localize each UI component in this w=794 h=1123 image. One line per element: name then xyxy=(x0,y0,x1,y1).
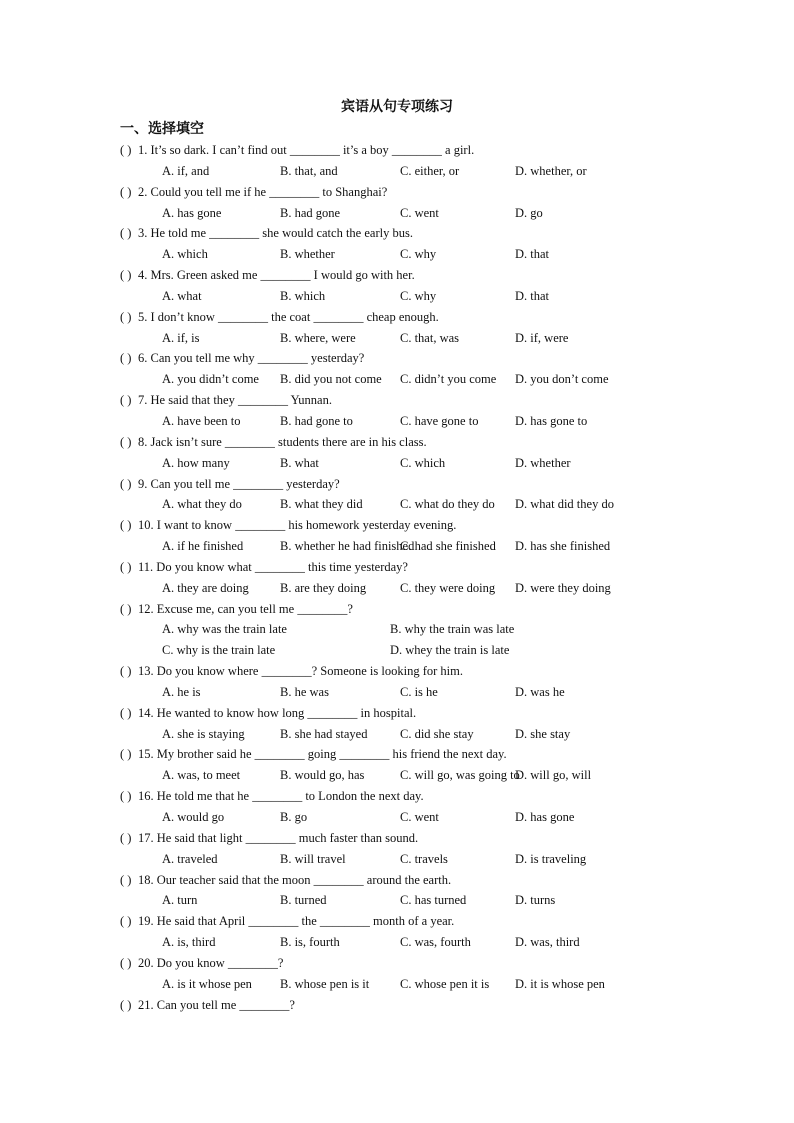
option-row xyxy=(0,369,794,390)
option-choice: A. she is staying xyxy=(162,726,245,741)
answer-blank: ( ) xyxy=(120,830,132,845)
answer-blank: ( ) xyxy=(120,226,132,241)
question-item xyxy=(0,265,794,286)
answer-blank: ( ) xyxy=(120,601,132,616)
option-choice: B. where, were xyxy=(280,330,356,345)
option-choice: A. you didn’t come xyxy=(162,372,259,387)
question-list xyxy=(0,140,794,1015)
question-text: 20. Do you know ________? xyxy=(138,955,284,970)
option-choice: D. has gone xyxy=(515,810,575,824)
question-text: 4. Mrs. Green asked me ________ I would go with her. xyxy=(138,268,415,283)
option-choice: B. whether he had finished xyxy=(280,539,415,554)
option-choice: B. what they did xyxy=(280,497,363,512)
option-choice: B. are they doing xyxy=(280,580,367,595)
option-choice: D. you don’t come xyxy=(515,372,609,387)
option-row xyxy=(0,328,794,349)
option-choice: D. that xyxy=(515,288,550,303)
option-choice: B. would go, has xyxy=(280,768,365,783)
option-row xyxy=(0,411,794,432)
option-row xyxy=(0,161,794,182)
option-choice: B. did you not come xyxy=(280,372,382,387)
option-choice: C. that, was xyxy=(400,330,460,345)
page-title: 宾语从句专项练习 xyxy=(341,99,453,115)
answer-blank: ( ) xyxy=(120,747,132,762)
answer-blank: ( ) xyxy=(120,476,132,491)
option-row xyxy=(0,578,794,599)
option-choice: A. how many xyxy=(162,455,230,470)
answer-blank: ( ) xyxy=(120,914,132,929)
option-choice: A. what they do xyxy=(162,497,242,512)
question-item xyxy=(0,474,794,495)
question-item xyxy=(0,140,794,161)
option-choice: A. if, is xyxy=(162,330,200,345)
option-choice: C. have gone to xyxy=(400,413,479,428)
option-row xyxy=(0,536,794,557)
question-item xyxy=(0,390,794,411)
question-text: 8. Jack isn’t sure ________ students there are in his class. xyxy=(138,434,427,449)
answer-blank: ( ) xyxy=(120,559,132,574)
option-row xyxy=(0,974,794,995)
option-row xyxy=(0,619,794,640)
option-choice: B. whether xyxy=(280,247,335,262)
answer-blank: ( ) xyxy=(120,184,132,199)
question-text: 19. He said that April ________ the ________ month of a year. xyxy=(138,914,455,929)
question-item xyxy=(0,599,794,620)
option-choice: D. if, were xyxy=(515,330,569,345)
question-text: 3. He told me ________ she would catch the early bus. xyxy=(138,226,413,241)
option-choice: D. that xyxy=(515,247,550,262)
option-choice: A. would go xyxy=(162,810,225,824)
section-heading: 一、选择填空 xyxy=(120,121,204,137)
option-choice: D. has gone to xyxy=(515,413,588,428)
question-text: 14. He wanted to know how long ________ in hospital. xyxy=(138,705,417,720)
option-row xyxy=(0,724,794,745)
question-item xyxy=(0,223,794,244)
option-choice: D. she stay xyxy=(515,726,571,741)
option-choice: B. had gone to xyxy=(280,413,353,428)
answer-blank: ( ) xyxy=(120,268,132,283)
answer-blank: ( ) xyxy=(120,872,132,887)
question-text: 5. I don’t know ________ the coat ________ cheap enough. xyxy=(138,309,439,324)
option-choice: D. was he xyxy=(515,684,565,699)
option-choice: B. will travel xyxy=(280,851,346,866)
answer-blank: ( ) xyxy=(120,351,132,366)
option-choice: A. if he finished xyxy=(162,539,244,554)
option-choice: D. whether, or xyxy=(515,163,587,178)
option-row xyxy=(0,890,794,911)
question-text: 1. It’s so dark. I can’t find out ________ it’s a boy ________ a girl. xyxy=(138,143,475,157)
option-choice: D. whey the train is late xyxy=(390,643,510,658)
question-item xyxy=(0,703,794,724)
answer-blank: ( ) xyxy=(120,434,132,449)
option-choice: D. has she finished xyxy=(515,539,611,554)
option-choice: D. is traveling xyxy=(515,851,587,866)
option-choice: B. what xyxy=(280,455,319,470)
option-choice: A. is, third xyxy=(162,935,216,950)
question-item xyxy=(0,348,794,369)
question-text: 16. He told me that he ________ to London the next day. xyxy=(138,789,424,804)
option-choice: B. turned xyxy=(280,893,327,908)
option-choice: B. go xyxy=(280,810,308,824)
question-text: 12. Excuse me, can you tell me ________? xyxy=(138,601,353,616)
option-choice: A. have been to xyxy=(162,413,241,428)
question-text: 17. He said that light ________ much faster than sound. xyxy=(138,830,419,845)
question-item xyxy=(0,786,794,807)
option-row xyxy=(0,244,794,265)
option-row xyxy=(0,453,794,474)
option-choice: D. was, third xyxy=(515,935,580,950)
question-text: 11. Do you know what ________ this time yesterday? xyxy=(138,559,408,574)
option-choice: D. whether xyxy=(515,455,571,470)
answer-blank: ( ) xyxy=(120,997,132,1012)
question-text: 2. Could you tell me if he ________ to Shanghai? xyxy=(138,184,388,199)
option-row xyxy=(0,203,794,224)
question-item xyxy=(0,661,794,682)
question-item xyxy=(0,515,794,536)
answer-blank: ( ) xyxy=(120,955,132,970)
option-choice: A. has gone xyxy=(162,205,222,220)
question-item xyxy=(0,557,794,578)
option-choice: C. had she finished xyxy=(400,539,496,554)
option-row xyxy=(0,849,794,870)
option-choice: D. were they doing xyxy=(515,580,611,595)
option-choice: D. go xyxy=(515,205,543,220)
option-choice: C. went xyxy=(400,810,439,824)
option-choice: B. is, fourth xyxy=(280,935,340,950)
option-row xyxy=(0,640,794,661)
question-item xyxy=(0,995,794,1016)
option-choice: A. turn xyxy=(162,893,198,908)
question-item xyxy=(0,953,794,974)
answer-blank: ( ) xyxy=(120,705,132,720)
answer-blank: ( ) xyxy=(120,789,132,804)
option-choice: A. which xyxy=(162,247,208,262)
option-choice: B. why the train was late xyxy=(390,622,515,637)
answer-blank: ( ) xyxy=(120,143,132,157)
option-choice: A. what xyxy=(162,288,202,303)
option-choice: C. what do they do xyxy=(400,497,495,512)
question-item xyxy=(0,307,794,328)
option-choice: C. travels xyxy=(400,851,448,866)
option-choice: C. which xyxy=(400,455,446,470)
option-choice: D. turns xyxy=(515,893,556,908)
option-row xyxy=(0,494,794,515)
option-choice: A. was, to meet xyxy=(162,768,241,783)
option-choice: C. why xyxy=(400,247,437,262)
option-choice: C. will go, was going to xyxy=(400,768,520,783)
question-text: 21. Can you tell me ________? xyxy=(138,997,295,1012)
option-choice: B. which xyxy=(280,288,326,303)
option-row xyxy=(0,932,794,953)
option-choice: B. she had stayed xyxy=(280,726,368,741)
question-item xyxy=(0,182,794,203)
option-choice: C. did she stay xyxy=(400,726,474,741)
option-choice: C. either, or xyxy=(400,163,460,178)
answer-blank: ( ) xyxy=(120,309,132,324)
option-choice: C. didn’t you come xyxy=(400,372,497,387)
answer-blank: ( ) xyxy=(120,518,132,533)
option-choice: C. went xyxy=(400,205,439,220)
option-choice: C. was, fourth xyxy=(400,935,471,950)
question-text: 6. Can you tell me why ________ yesterday? xyxy=(138,351,365,366)
question-text: 9. Can you tell me ________ yesterday? xyxy=(138,476,340,491)
option-choice: C. is he xyxy=(400,684,438,699)
option-choice: C. why is the train late xyxy=(162,643,276,658)
question-item xyxy=(0,744,794,765)
question-item xyxy=(0,432,794,453)
option-choice: B. that, and xyxy=(280,163,338,178)
question-text: 15. My brother said he ________ going ________ his friend the next day. xyxy=(138,747,507,762)
answer-blank: ( ) xyxy=(120,393,132,408)
question-text: 18. Our teacher said that the moon ________ around the earth. xyxy=(138,872,452,887)
option-choice: B. had gone xyxy=(280,205,341,220)
question-text: 13. Do you know where ________? Someone is looking for him. xyxy=(138,664,463,679)
option-choice: C. they were doing xyxy=(400,580,496,595)
option-row xyxy=(0,682,794,703)
option-choice: B. whose pen is it xyxy=(280,976,370,991)
option-row xyxy=(0,765,794,786)
option-choice: B. he was xyxy=(280,684,329,699)
option-choice: D. what did they do xyxy=(515,497,614,512)
option-choice: A. is it whose pen xyxy=(162,976,252,991)
option-choice: C. why xyxy=(400,288,437,303)
option-choice: C. has turned xyxy=(400,893,467,908)
option-choice: A. if, and xyxy=(162,163,210,178)
question-item xyxy=(0,870,794,891)
option-choice: A. why was the train late xyxy=(162,622,287,637)
option-choice: A. traveled xyxy=(162,851,218,866)
option-choice: C. whose pen it is xyxy=(400,976,490,991)
option-row xyxy=(0,807,794,828)
question-text: 7. He said that they ________ Yunnan. xyxy=(138,393,332,408)
option-choice: D. will go, will xyxy=(515,768,592,783)
question-item xyxy=(0,911,794,932)
question-item xyxy=(0,828,794,849)
option-choice: A. they are doing xyxy=(162,580,249,595)
option-choice: A. he is xyxy=(162,684,201,699)
option-choice: D. it is whose pen xyxy=(515,976,605,991)
answer-blank: ( ) xyxy=(120,664,132,679)
option-row xyxy=(0,286,794,307)
question-text: 10. I want to know ________ his homework yesterday evening. xyxy=(138,518,457,533)
